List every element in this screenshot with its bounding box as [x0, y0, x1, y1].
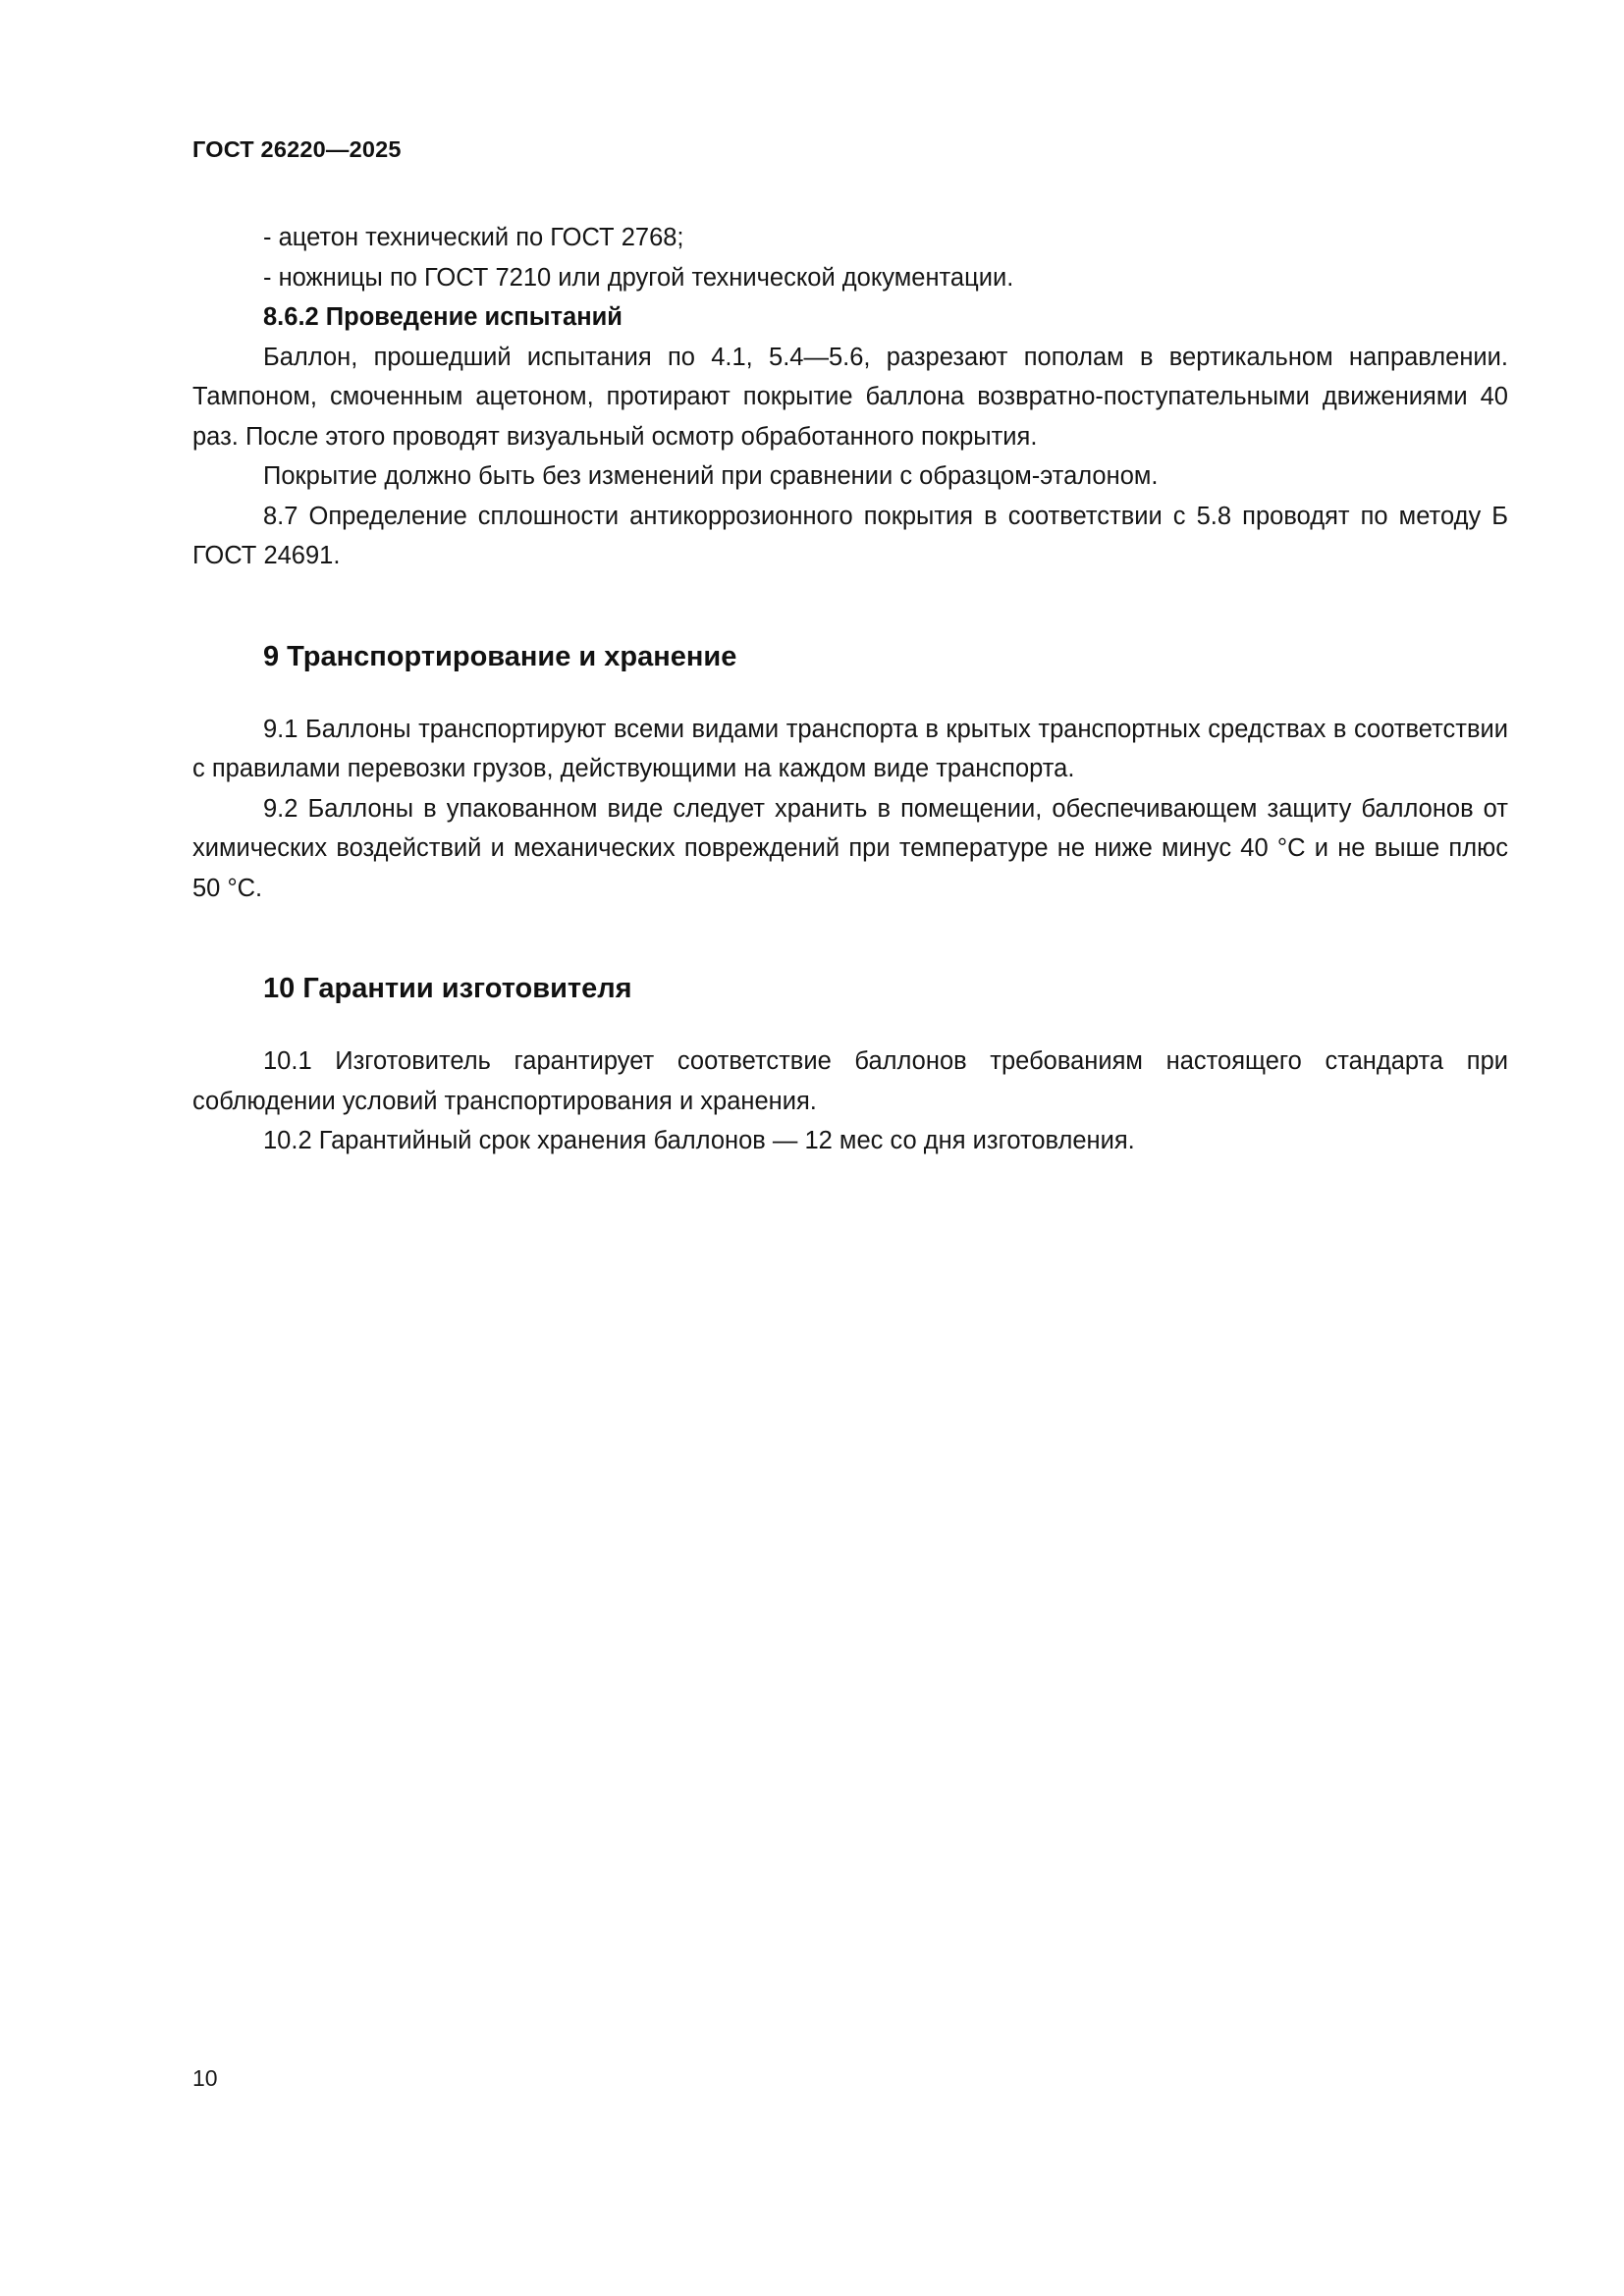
paragraph-8-7: 8.7 Определение сплошности антикоррозионного покрытия в соответствии с 5.8 проводят по методу Б ГОСТ 24691. [192, 502, 1508, 569]
paragraph-10-1: 10.1 Изготовитель гарантирует соответствие баллонов требованиям настоящего стандарта при соблюдении условий транспортирования и хранения. [192, 1047, 1508, 1115]
running-header: ГОСТ 26220—2025 [192, 136, 402, 162]
list-item-acetone: - ацетон технический по ГОСТ 2768; [263, 224, 684, 251]
spacer-after-section-9 [192, 676, 1508, 710]
paragraph-8-6-2-procedure: Баллон, прошедший испытания по 4.1, 5.4—5.6, разрезают пополам в вертикальном направлении. Тампоном, смоченным ацетоном, протирают покрытие баллона возвратно-поступательными движениями 40 раз. После этого проводят визуальный осмотр обработанного покрытия. [192, 343, 1508, 451]
paragraph-8-6-2-result: Покрытие должно быть без изменений при сравнении с образцом-эталоном. [263, 462, 1159, 490]
page-content [192, 218, 1508, 1161]
list-item-scissors: - ножницы по ГОСТ 7210 или другой технической документации. [263, 263, 1014, 292]
paragraph-9-1: 9.1 Баллоны транспортируют всеми видами транспорта в крытых транспортных средствах в соответствии с правилами перевозки грузов, действующими на каждом виде транспорта. [192, 715, 1508, 782]
section-heading-9: 9 Транспортирование и хранение [263, 640, 737, 672]
page-number: 10 [192, 2065, 218, 2091]
paragraph-10-2: 10.2 Гарантийный срок хранения баллонов — 12 мес со дня изготовления. [263, 1127, 1135, 1154]
section-heading-10: 10 Гарантии изготовителя [263, 973, 632, 1004]
spacer-before-section-10 [192, 908, 1508, 969]
paragraph-9-2: 9.2 Баллоны в упакованном виде следует хранить в помещении, обеспечивающем защиту баллонов от химических воздействий и механических повреждений при температуре не ниже минус 40 °С и не выше плюс 50 °С. [192, 794, 1508, 902]
spacer-before-section-9 [192, 576, 1508, 637]
spacer-after-section-10 [192, 1008, 1508, 1041]
subsection-heading-8-6-2: 8.6.2 Проведение испытаний [263, 303, 623, 331]
